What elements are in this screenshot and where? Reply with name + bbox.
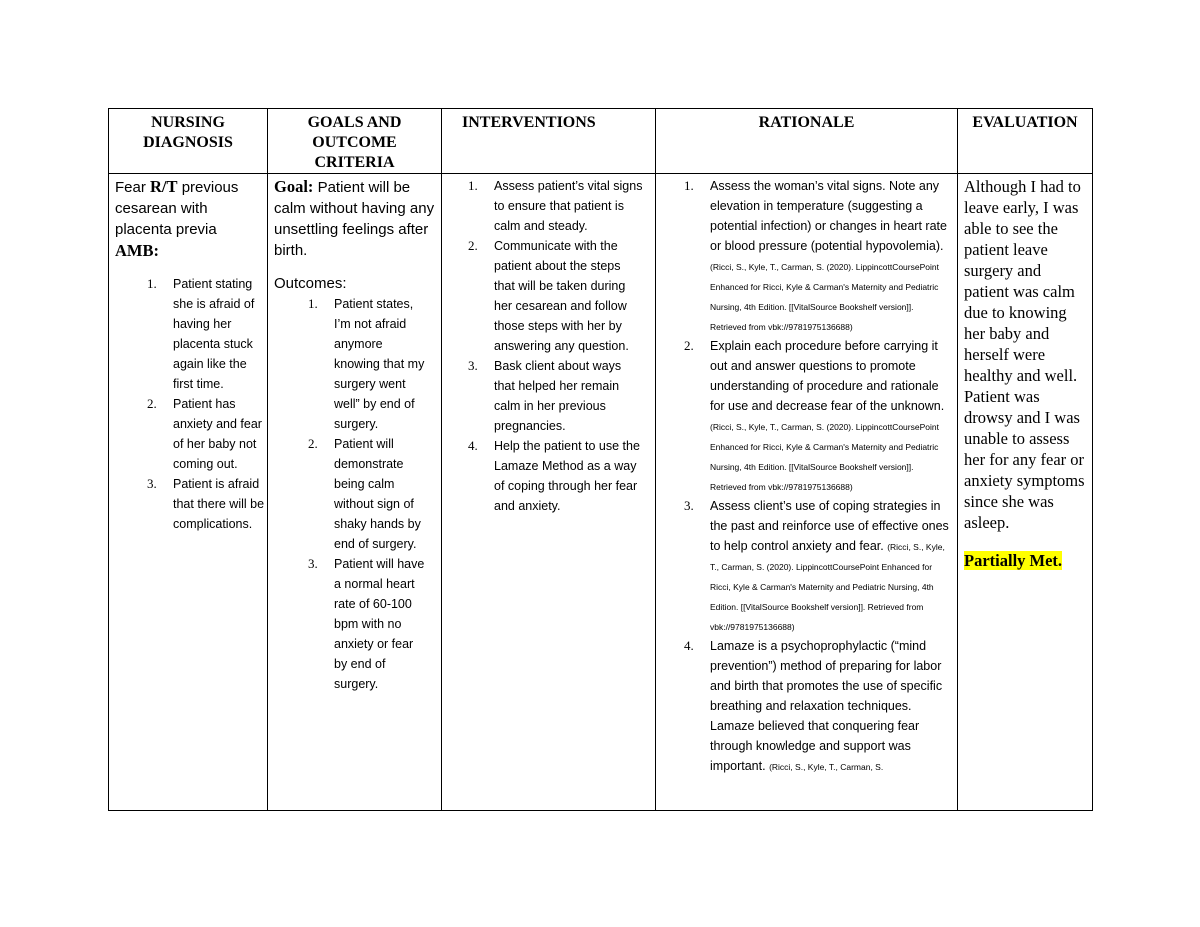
- content-row: [109, 174, 1093, 811]
- rationale-list: [684, 176, 952, 776]
- goal-label: Goal:: [274, 177, 314, 196]
- list-number: 2.: [684, 338, 694, 353]
- list-item: [308, 434, 428, 554]
- list-number: 3.: [468, 358, 478, 373]
- list-item-text: Patient will have a normal heart rate of 60-100 bpm with no anxiety or fear by end of surgery.: [334, 557, 425, 691]
- list-item-text: Assess client’s use of coping strategies in the past and reinforce use of effective ones to help control anxiety and fear.: [710, 499, 949, 553]
- list-number: 2.: [308, 436, 318, 451]
- goal-statement: [268, 174, 441, 261]
- list-number: 1.: [684, 178, 694, 193]
- header-row: [109, 109, 1093, 174]
- list-item: [468, 176, 644, 236]
- diagnosis-prefix: Fear: [115, 179, 151, 196]
- evaluation-cell: [958, 174, 1093, 811]
- list-number: 3.: [684, 498, 694, 513]
- list-item-text: Help the patient to use the Lamaze Method as a way of coping through her fear and anxiety.: [494, 439, 640, 513]
- goal-text: Patient will be calm without having any unsettling feelings after birth.: [274, 179, 435, 259]
- list-number: 1.: [147, 276, 157, 291]
- header-interventions: INTERVENTIONS: [442, 109, 656, 174]
- list-item: [684, 176, 952, 336]
- list-item-text: Explain each procedure before carrying it out and answer questions to promote understanding of procedure and rationale for use and decrease fear of the unknown.: [710, 339, 945, 413]
- interventions-cell: [442, 174, 656, 811]
- citation: (Ricci, S., Kyle, T., Carman, S.: [769, 762, 884, 772]
- outcomes-list: [308, 294, 428, 694]
- evaluation-status-wrap: [958, 549, 1092, 571]
- list-item-text: Patient is afraid that there will be complications.: [173, 477, 265, 531]
- rationale-cell: [656, 174, 958, 811]
- list-item: [308, 554, 428, 694]
- list-item: [147, 394, 265, 474]
- diagnosis-cell: [109, 174, 268, 811]
- list-item-text: Lamaze is a psychoprophylactic (“mind prevention”) method of preparing for labor and birth that promotes the use of specific breathing and relaxation techniques. Lamaze believed that conquering fear through knowledge and support was important.: [710, 639, 943, 773]
- goals-cell: [268, 174, 442, 811]
- list-item: [468, 356, 644, 436]
- list-item: [147, 474, 265, 534]
- list-item-text: Communicate with the patient about the steps that will be taken during her cesarean and follow those steps with her by answering any question.: [494, 239, 629, 353]
- diagnosis-rt: R/T: [150, 177, 178, 196]
- list-number: 4.: [684, 638, 694, 653]
- list-number: 3.: [308, 556, 318, 571]
- evaluation-status: Partially Met.: [964, 551, 1063, 570]
- header-goals-outcome-criteria: GOALS AND OUTCOME CRITERIA: [268, 109, 442, 174]
- list-item-text: Patient states, I’m not afraid anymore knowing that my surgery went well” by end of surgery.: [334, 297, 425, 431]
- list-number: 1.: [468, 178, 478, 193]
- list-item: [147, 274, 265, 394]
- header-nursing-diagnosis: NURSING DIAGNOSIS: [109, 109, 268, 174]
- citation: (Ricci, S., Kyle, T., Carman, S. (2020). LippincottCoursePoint Enhanced for Ricci, Kyle & Carman's Maternity and Pediatric Nursing, 4th Edition. [[VitalSource Bookshelf version]]. Retrieved from vbk://9781975136688): [710, 422, 939, 492]
- citation: (Ricci, S., Kyle, T., Carman, S. (2020). LippincottCoursePoint Enhanced for Ricci, Kyle & Carman's Maternity and Pediatric Nursing, 4th Edition. [[VitalSource Bookshelf version]]. Retrieved from vbk://9781975136688): [710, 542, 945, 632]
- list-item: [684, 336, 952, 496]
- diagnosis-amb-label: AMB:: [115, 241, 159, 260]
- list-item-text: Assess patient’s vital signs to ensure that patient is calm and steady.: [494, 179, 643, 233]
- diagnosis-rest: previous cesarean with placenta previa: [115, 179, 239, 238]
- header-evaluation: EVALUATION: [958, 109, 1093, 174]
- list-item: [308, 294, 428, 434]
- header-rationale: RATIONALE: [656, 109, 958, 174]
- list-item: [684, 636, 952, 776]
- interventions-list: [468, 176, 644, 516]
- diagnosis-statement: [109, 174, 267, 262]
- list-item-text: Patient will demonstrate being calm without sign of shaky hands by end of surgery.: [334, 437, 421, 551]
- diagnosis-list: [147, 274, 265, 534]
- list-number: 4.: [468, 438, 478, 453]
- outcomes-label: Outcomes:: [274, 275, 347, 292]
- citation: (Ricci, S., Kyle, T., Carman, S. (2020). LippincottCoursePoint Enhanced for Ricci, Kyle & Carman's Maternity and Pediatric Nursing, 4th Edition. [[VitalSource Bookshelf version]]. Retrieved from vbk://9781975136688): [710, 262, 939, 332]
- list-item-text: Assess the woman’s vital signs. Note any elevation in temperature (suggesting a potential infection) or changes in heart rate or blood pressure (potential hypovolemia).: [710, 179, 947, 253]
- list-number: 2.: [147, 396, 157, 411]
- list-item-text: Patient stating she is afraid of having her placenta stuck again like the first time.: [173, 277, 255, 391]
- list-number: 1.: [308, 296, 318, 311]
- list-item: [468, 236, 644, 356]
- list-item-text: Patient has anxiety and fear of her baby not coming out.: [173, 397, 262, 471]
- evaluation-text: Although I had to leave early, I was able to see the patient leave surgery and patient was calm due to knowing her baby and herself were healthy and well. Patient was drowsy and I was unable to assess her for any fear or anxiety symptoms since she was asleep.: [964, 177, 1085, 532]
- list-number: 3.: [147, 476, 157, 491]
- list-number: 2.: [468, 238, 478, 253]
- list-item: [468, 436, 644, 516]
- care-plan-table: [108, 108, 1093, 811]
- list-item-text: Bask client about ways that helped her remain calm in her previous pregnancies.: [494, 359, 622, 433]
- list-item: [684, 496, 952, 636]
